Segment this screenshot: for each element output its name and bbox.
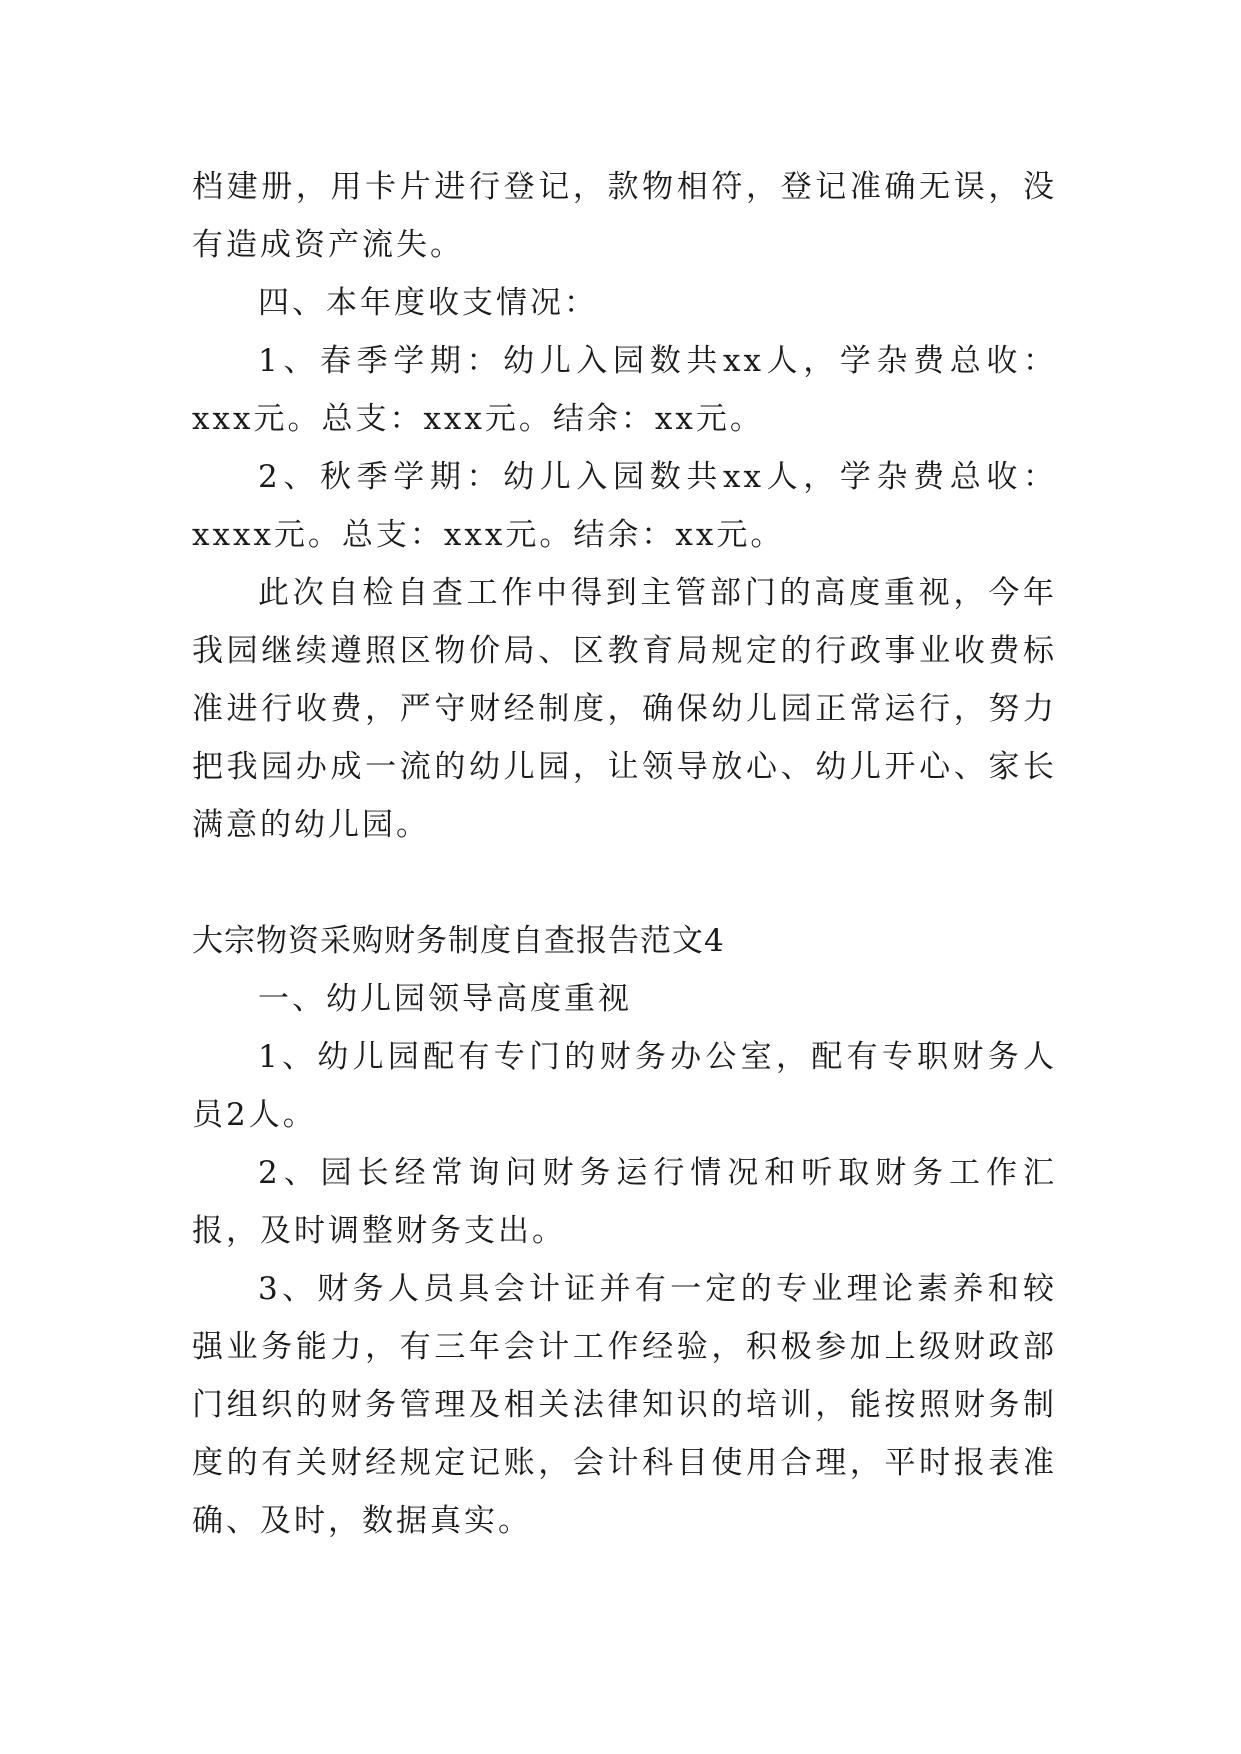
paragraph-director-review: 2、园长经常询问财务运行情况和听取财务工作汇报，及时调整财务支出。 [192, 1155, 1057, 1249]
paragraph-income-heading: 四、本年度收支情况： [258, 285, 598, 321]
paragraph-spring-term: 1、春季学期：幼儿入园数共xx人，学杂费总收：xxx元。总支：xxx元。结余：xx元。 [192, 343, 1057, 437]
paragraph-autumn-term: 2、秋季学期：幼儿入园数共xx人，学杂费总收：xxxx元。总支：xxx元。结余：xx元。 [192, 459, 1057, 553]
section-title: 大宗物资采购财务制度自查报告范文4 [192, 923, 725, 959]
paragraph-asset-registration: 档建册，用卡片进行登记，款物相符，登记准确无误，没有造成资产流失。 [192, 169, 1057, 263]
paragraph-leadership-heading: 一、幼儿园领导高度重视 [258, 981, 632, 1017]
paragraph-self-inspection-summary: 此次自检自查工作中得到主管部门的高度重视，今年我园继续遵照区物价局、区教育局规定的行政事业收费标准进行收费，严守财经制度，确保幼儿园正常运行，努力把我园办成一流的幼儿园，让领导放心、幼儿开心、家长满意的幼儿园。 [192, 575, 1057, 843]
paragraph-finance-office: 1、幼儿园配有专门的财务办公室，配有专职财务人员2人。 [192, 1039, 1057, 1133]
document-page [192, 158, 1057, 1550]
paragraph-staff-qualification: 3、财务人员具会计证并有一定的专业理论素养和较强业务能力，有三年会计工作经验，积极参加上级财政部门组织的财务管理及相关法律知识的培训，能按照财务制度的有关财经规定记账，会计科目使用合理，平时报表准确、及时，数据真实。 [192, 1271, 1057, 1539]
